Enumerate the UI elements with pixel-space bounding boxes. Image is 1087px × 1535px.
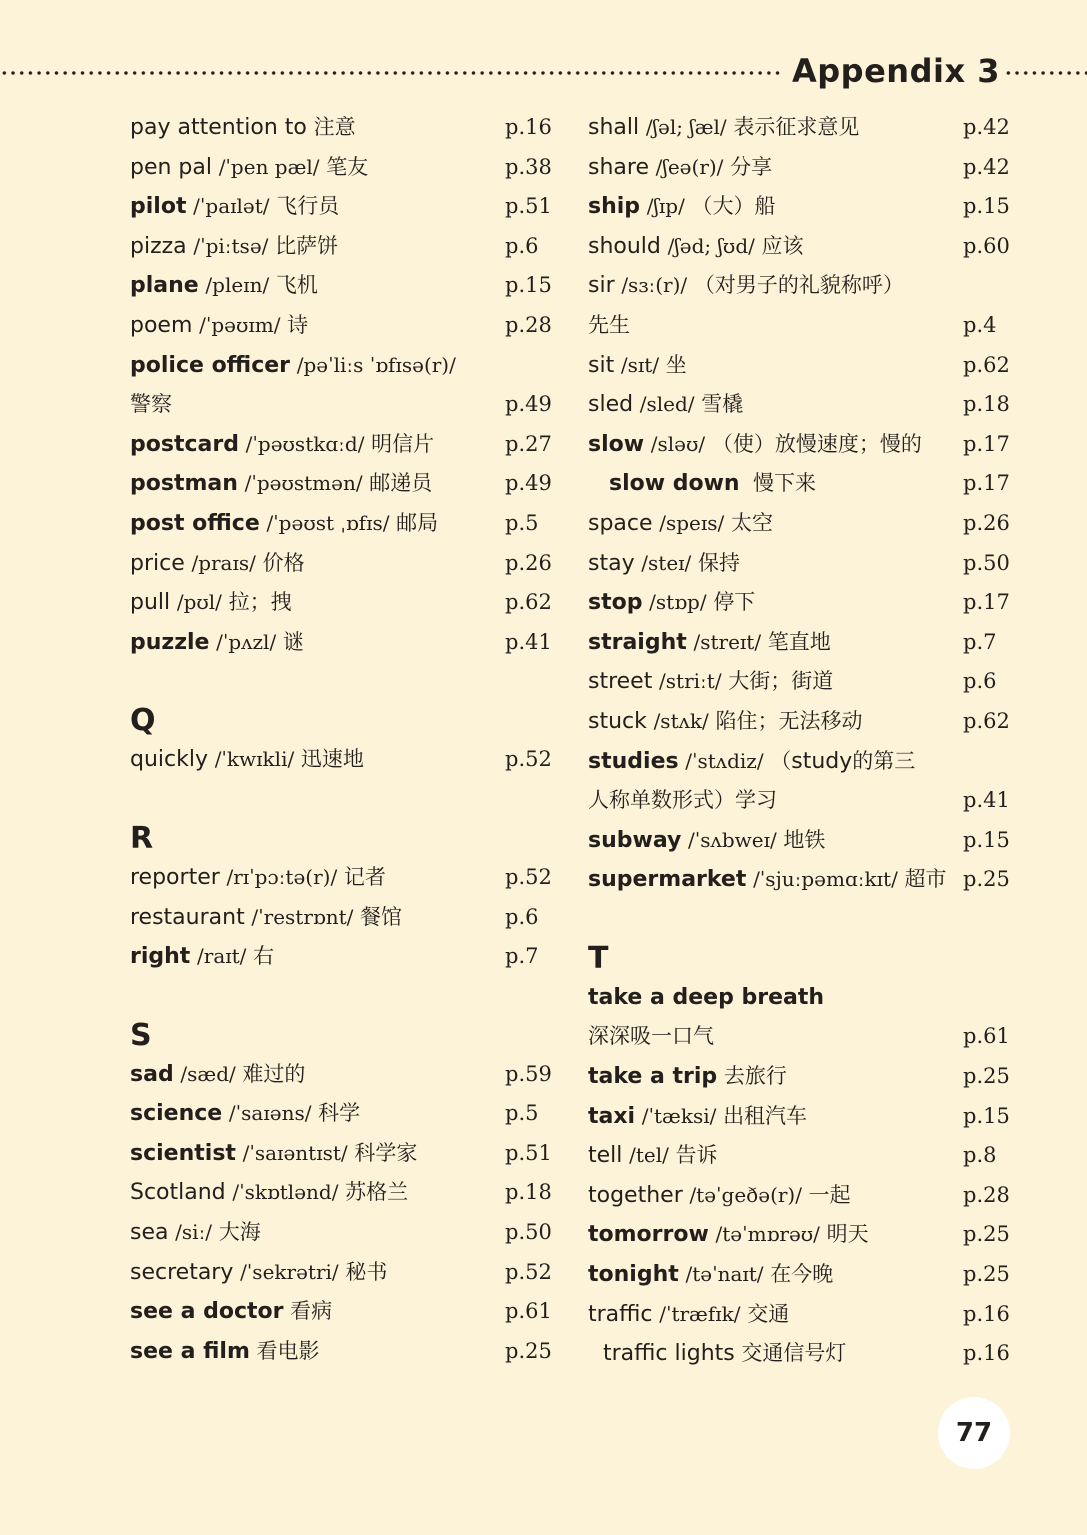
glossary-entry (588, 662, 1018, 702)
entry-word: slow (588, 431, 645, 457)
entry-meaning: 明天 (826, 1222, 869, 1247)
entry-meaning: 科学家 (354, 1140, 418, 1165)
entry-phonetic: /ˈstʌdiz/ (685, 748, 764, 773)
entry-page: p.41 (963, 788, 1010, 813)
entry-meaning: 苏格兰 (345, 1180, 409, 1205)
entry-phonetic: /ʃəd; ʃʊd/ (667, 233, 755, 258)
entry-phonetic: /ʃeə(r)/ (655, 154, 724, 179)
entry-meaning: 去旅行 (723, 1064, 787, 1089)
entry-page: p.52 (505, 864, 552, 889)
entry-group-r (130, 858, 560, 977)
glossary-entry (130, 1173, 560, 1213)
entry-page: p.27 (505, 431, 552, 456)
page-title: Appendix 3 (792, 52, 1000, 90)
entry-word: stay (588, 550, 635, 576)
entry-phonetic: /ˈpiːtsə/ (193, 233, 269, 258)
entry-meaning: 坐 (665, 352, 687, 377)
entry-word: postman (130, 471, 238, 497)
entry-page: p.42 (963, 115, 1010, 139)
entry-meaning: 价格 (262, 550, 305, 575)
entry-meaning: 诗 (287, 312, 309, 337)
entry-word: straight (588, 629, 687, 655)
entry-meaning: 注意 (313, 115, 356, 139)
dotted-rule-right (1004, 70, 1087, 76)
entry-phonetic: /ˈrestrɒnt/ (251, 904, 354, 929)
entry-word: space (588, 510, 653, 536)
glossary-entry (130, 187, 560, 227)
entry-meaning: 警察 (130, 392, 172, 417)
entry-group-p (130, 108, 560, 346)
entry-page: p.8 (963, 1143, 997, 1168)
section-letter-q: Q (130, 703, 156, 739)
glossary-column-right (588, 108, 1018, 1374)
glossary-subentry (588, 1334, 1018, 1374)
glossary-column-left (130, 108, 560, 1371)
entry-group-s4 (588, 821, 1018, 900)
entry-word: stop (588, 590, 643, 616)
entry-meaning: 餐馆 (360, 904, 403, 929)
entry-meaning: 邮局 (396, 510, 439, 535)
section-letter-t: T (588, 940, 609, 976)
entry-word: sad (130, 1061, 174, 1087)
entry-word: restaurant (130, 904, 245, 930)
glossary-entry (130, 1213, 560, 1253)
entry-word: pay attention to (130, 115, 307, 140)
entry-page: p.16 (963, 1301, 1010, 1326)
entry-meaning: 笔友 (326, 154, 369, 179)
entry-meaning: 交通 (747, 1301, 790, 1326)
glossary-entry (130, 148, 560, 188)
entry-phonetic: /pəˈliːs ˈɒfɪsə(r)/ (296, 352, 456, 377)
entry-group-s (130, 1055, 560, 1372)
entry-word: tomorrow (588, 1222, 709, 1248)
entry-phonetic: /speɪs/ (659, 510, 725, 535)
entry-page: p.7 (505, 944, 539, 969)
entry-page: p.59 (505, 1061, 552, 1086)
entry-group-s3 (588, 504, 1018, 742)
entry-page: p.17 (963, 471, 1010, 496)
glossary-entry (130, 346, 560, 386)
entry-word: sit (588, 352, 615, 378)
entry-word: pilot (130, 194, 187, 220)
entry-page: p.5 (505, 510, 539, 535)
entry-word: share (588, 154, 649, 180)
glossary-entry (588, 425, 1018, 465)
entry-page: p.17 (963, 590, 1010, 615)
entry-page: p.25 (963, 1064, 1010, 1089)
appendix-header (0, 50, 1087, 92)
entry-page: p.51 (505, 194, 552, 219)
entry-meaning: 分享 (730, 154, 773, 179)
entry-meaning: 飞机 (275, 273, 318, 298)
glossary-entry (588, 266, 1018, 306)
glossary-entry (130, 1134, 560, 1174)
entry-meaning: （大）船 (691, 194, 776, 219)
entry-page: p.25 (505, 1338, 552, 1363)
entry-phonetic: /sləʊ/ (650, 431, 706, 456)
entry-word: street (588, 669, 653, 695)
entry-page: p.15 (963, 1103, 1010, 1128)
entry-group-p2 (130, 425, 560, 663)
entry-meaning: 人称单数形式）学习 (588, 788, 777, 813)
entry-phonetic: /ˈtæksi/ (641, 1103, 717, 1128)
entry-meaning: 比萨饼 (275, 233, 339, 258)
entry-word: puzzle (130, 629, 210, 655)
entry-phonetic: /təˈnaɪt/ (685, 1262, 764, 1287)
entry-word: pizza (130, 233, 187, 259)
entry-phonetic: /ˈpəʊst ˌɒfɪs/ (266, 510, 390, 535)
glossary-entry-continued (130, 385, 560, 425)
glossary-entry (588, 1176, 1018, 1216)
entry-page: p.6 (505, 233, 539, 258)
glossary-entry (130, 464, 560, 504)
entry-page: p.61 (963, 1024, 1010, 1049)
glossary-entry (588, 1136, 1018, 1176)
glossary-entry (130, 623, 560, 663)
entry-word: tell (588, 1143, 623, 1169)
entry-phonetic: /sɜː(r)/ (621, 273, 688, 298)
entry-phonetic: /sɪt/ (620, 352, 660, 377)
entry-meaning: 深深吸一口气 (588, 1024, 714, 1049)
glossary-entry (588, 1255, 1018, 1295)
entry-meaning: （使）放慢速度；慢的 (711, 431, 922, 456)
entry-meaning: 看电影 (256, 1338, 320, 1363)
glossary-entry-continued (588, 1017, 1018, 1057)
entry-page: p.42 (963, 154, 1010, 179)
entry-phonetic: /ˈsaɪəntɪst/ (242, 1140, 348, 1165)
glossary-entry (588, 978, 1018, 1018)
entry-phonetic: /raɪt/ (197, 944, 247, 969)
glossary-entry (130, 740, 560, 780)
entry-page: p.52 (505, 1259, 552, 1284)
entry-word: slow down (609, 471, 740, 497)
entry-page: p.49 (505, 471, 552, 496)
glossary-entry (588, 504, 1018, 544)
entry-phonetic: /ˈpəʊɪm/ (199, 312, 281, 337)
entry-meaning: 明信片 (371, 431, 435, 456)
glossary-entry (588, 1097, 1018, 1137)
entry-meaning: 拉；拽 (228, 590, 292, 615)
entry-word: studies (588, 748, 679, 774)
entry-phonetic: /ˈpəʊstmən/ (244, 471, 363, 496)
section-letter-s: S (130, 1017, 152, 1053)
entry-meaning: 表示征求意见 (733, 115, 860, 139)
entry-phonetic: /ˈsʌbweɪ/ (688, 827, 777, 852)
dotted-rule-left (0, 70, 782, 76)
entry-meaning: 地铁 (783, 827, 826, 852)
entry-word: sir (588, 273, 615, 299)
entry-meaning: 飞行员 (276, 194, 340, 219)
entry-word: take a deep breath (588, 984, 825, 1010)
glossary-entry (130, 544, 560, 584)
glossary-entry (588, 187, 1018, 227)
entry-word: taxi (588, 1103, 636, 1129)
glossary-entry (588, 821, 1018, 861)
entry-phonetic: /rɪˈpɔːtə(r)/ (226, 864, 338, 889)
entry-page: p.7 (963, 629, 997, 654)
glossary-entry (130, 1094, 560, 1134)
entry-page: p.50 (505, 1220, 552, 1245)
entry-phonetic: /steɪ/ (641, 550, 692, 575)
entry-phonetic: /stʌk/ (653, 708, 709, 733)
entry-page: p.15 (963, 194, 1010, 219)
entry-group-s-continued (588, 108, 1018, 266)
entry-word: tonight (588, 1262, 679, 1288)
entry-meaning: 看病 (290, 1299, 333, 1324)
entry-word: should (588, 233, 661, 259)
entry-meaning: 迅速地 (300, 747, 364, 772)
entry-page: p.5 (505, 1101, 539, 1126)
glossary-entry (588, 544, 1018, 584)
entry-page: p.38 (505, 154, 552, 179)
entry-word: shall (588, 115, 640, 140)
entry-phonetic: /ˈskɒtlənd/ (232, 1180, 339, 1205)
entry-meaning: 先生 (588, 312, 630, 337)
entry-page: p.62 (963, 352, 1010, 377)
entry-phonetic: /ˈsaɪəns/ (228, 1101, 312, 1126)
entry-phonetic: /streɪt/ (693, 629, 762, 654)
entry-page: p.61 (505, 1299, 552, 1324)
entry-page: p.51 (505, 1140, 552, 1165)
glossary-entry (130, 306, 560, 346)
entry-word: postcard (130, 431, 239, 457)
entry-page: p.25 (963, 1222, 1010, 1247)
entry-word: supermarket (588, 867, 747, 893)
glossary-entry-continued (588, 781, 1018, 821)
entry-page: p.50 (963, 550, 1010, 575)
entry-page: p.62 (963, 708, 1010, 733)
entry-meaning: 慢下来 (752, 471, 816, 496)
glossary-entry (588, 346, 1018, 386)
entry-page: p.26 (963, 510, 1010, 535)
entry-meaning: 出租汽车 (723, 1103, 808, 1128)
entry-page: p.18 (505, 1180, 552, 1205)
entry-word: reporter (130, 864, 220, 890)
entry-page: p.28 (963, 1182, 1010, 1207)
entry-word: pen pal (130, 154, 212, 180)
glossary-entry (588, 742, 1018, 782)
entry-meaning: 应该 (761, 233, 804, 258)
entry-phonetic: /pleɪn/ (205, 273, 270, 298)
glossary-entry (130, 898, 560, 938)
entry-page: p.26 (505, 550, 552, 575)
page-number: 77 (938, 1397, 1010, 1469)
entry-word: right (130, 944, 191, 970)
section-letter-r: R (130, 820, 154, 856)
entry-meaning: 保持 (697, 550, 740, 575)
entry-word: poem (130, 312, 193, 338)
entry-group-t (588, 1057, 1018, 1334)
entry-phonetic: /ʃɪp/ (646, 194, 685, 219)
entry-word: post office (130, 510, 260, 536)
entry-word: plane (130, 273, 199, 299)
entry-meaning: （ (770, 748, 792, 773)
entry-word: subway (588, 827, 682, 853)
entry-page: p.25 (963, 1262, 1010, 1287)
glossary-entry (588, 702, 1018, 742)
glossary-entry (588, 108, 1018, 148)
entry-page: p.28 (505, 312, 552, 337)
entry-group-s2 (588, 346, 1018, 465)
entry-word: scientist (130, 1140, 236, 1166)
glossary-entry (588, 1215, 1018, 1255)
glossary-entry (588, 860, 1018, 900)
entry-word: traffic lights (603, 1341, 735, 1367)
entry-word: ship (588, 194, 641, 220)
entry-word: together (588, 1182, 683, 1208)
entry-meaning: 停下 (713, 590, 756, 615)
entry-phonetic: /praɪs/ (191, 550, 256, 575)
entry-meaning: 难过的 (242, 1061, 306, 1086)
entry-phonetic: /ˈpʌzl/ (216, 629, 277, 654)
entry-meaning: 记者 (343, 864, 386, 889)
glossary-entry (130, 937, 560, 977)
entry-page: p.16 (963, 1341, 1010, 1366)
entry-phonetic: /stɒp/ (649, 590, 707, 615)
entry-page: p.6 (505, 904, 539, 929)
entry-phonetic: /ʃəl; ʃæl/ (645, 115, 727, 139)
entry-meaning: 的第三 (852, 748, 916, 773)
entry-meaning: 雪橇 (701, 392, 744, 417)
entry-word: stuck (588, 708, 647, 734)
entry-word: secretary (130, 1259, 234, 1285)
entry-meaning: 告诉 (675, 1143, 718, 1168)
entry-meaning: 在今晚 (770, 1262, 834, 1287)
glossary-entry (588, 1295, 1018, 1335)
entry-word: police officer (130, 352, 291, 378)
glossary-entry (130, 1332, 560, 1372)
entry-phonetic: /sæd/ (180, 1061, 236, 1086)
entry-phonetic: /təˈmɒrəʊ/ (715, 1222, 820, 1247)
entry-phonetic: /ˈsjuːpəmɑːkɪt/ (753, 867, 898, 892)
entry-page: p.16 (505, 115, 552, 139)
entry-page: p.62 (505, 590, 552, 615)
entry-meaning: 交通信号灯 (741, 1341, 847, 1366)
entry-page: p.52 (505, 747, 552, 772)
glossary-entry (130, 1292, 560, 1332)
glossary-entry (130, 108, 560, 148)
entry-meaning: 邮递员 (369, 471, 433, 496)
entry-phonetic: /ˈpaɪlət/ (193, 194, 270, 219)
glossary-entry (130, 1055, 560, 1095)
entry-page: p.25 (963, 867, 1010, 892)
entry-meaning: 超市 (904, 867, 947, 892)
glossary-entry (130, 858, 560, 898)
entry-meaning: 秘书 (345, 1259, 388, 1284)
entry-page: p.15 (963, 827, 1010, 852)
entry-meaning-word: study (791, 748, 853, 774)
entry-meaning: 大街；街道 (728, 669, 834, 694)
glossary-entry (130, 583, 560, 623)
entry-word: sea (130, 1220, 169, 1246)
glossary-entry (130, 227, 560, 267)
entry-word: quickly (130, 747, 208, 773)
glossary-entry (588, 148, 1018, 188)
entry-phonetic: /ˈsekrətri/ (240, 1259, 339, 1284)
entry-word: sled (588, 392, 634, 418)
entry-page: p.18 (963, 392, 1010, 417)
entry-phonetic: /ˈkwɪkli/ (214, 747, 295, 772)
entry-page: p.6 (963, 669, 997, 694)
entry-group-q (130, 740, 560, 780)
entry-word: price (130, 550, 185, 576)
entry-phonetic: /ˈpen pæl/ (218, 154, 320, 179)
entry-page: p.17 (963, 431, 1010, 456)
entry-meaning: 太空 (730, 510, 773, 535)
entry-word: see a film (130, 1338, 250, 1364)
glossary-entry (588, 623, 1018, 663)
entry-page: p.49 (505, 392, 552, 417)
entry-phonetic: /tel/ (629, 1143, 669, 1168)
entry-phonetic: /ˈpəʊstkɑːd/ (245, 431, 365, 456)
glossary-entry (588, 227, 1018, 267)
entry-word: Scotland (130, 1180, 226, 1206)
glossary-entry (588, 583, 1018, 623)
entry-phonetic: /siː/ (175, 1220, 213, 1245)
entry-page: p.4 (963, 312, 997, 337)
glossary-entry (588, 385, 1018, 425)
entry-meaning: 一起 (808, 1182, 851, 1207)
entry-page: p.41 (505, 629, 552, 654)
entry-phonetic: /sled/ (639, 392, 695, 417)
entry-word: take a trip (588, 1064, 718, 1090)
entry-word: see a doctor (130, 1299, 284, 1325)
glossary-entry (130, 425, 560, 465)
entry-word: science (130, 1101, 223, 1127)
entry-word: traffic (588, 1301, 653, 1327)
entry-page: p.60 (963, 233, 1010, 258)
entry-phonetic: /təˈgeðə(r)/ (689, 1182, 802, 1207)
entry-meaning: （对男子的礼貌称呼） (693, 273, 904, 298)
entry-phonetic: /striːt/ (659, 669, 722, 694)
entry-page: p.15 (505, 273, 552, 298)
entry-phonetic: /pʊl/ (176, 590, 222, 615)
glossary-entry (130, 1253, 560, 1293)
entry-phonetic: /ˈtræfɪk/ (659, 1301, 741, 1326)
glossary-entry (130, 504, 560, 544)
entry-meaning: 科学 (318, 1101, 361, 1126)
glossary-entry-continued (588, 306, 1018, 346)
entry-meaning: 笔直地 (767, 629, 831, 654)
entry-meaning: 右 (253, 944, 275, 969)
glossary-entry (130, 266, 560, 306)
entry-meaning: 大海 (218, 1220, 261, 1245)
glossary-entry (588, 1057, 1018, 1097)
glossary-subentry (588, 464, 1018, 504)
entry-meaning: 谜 (282, 629, 304, 654)
entry-word: pull (130, 590, 171, 616)
entry-meaning: 陷住；无法移动 (715, 708, 863, 733)
